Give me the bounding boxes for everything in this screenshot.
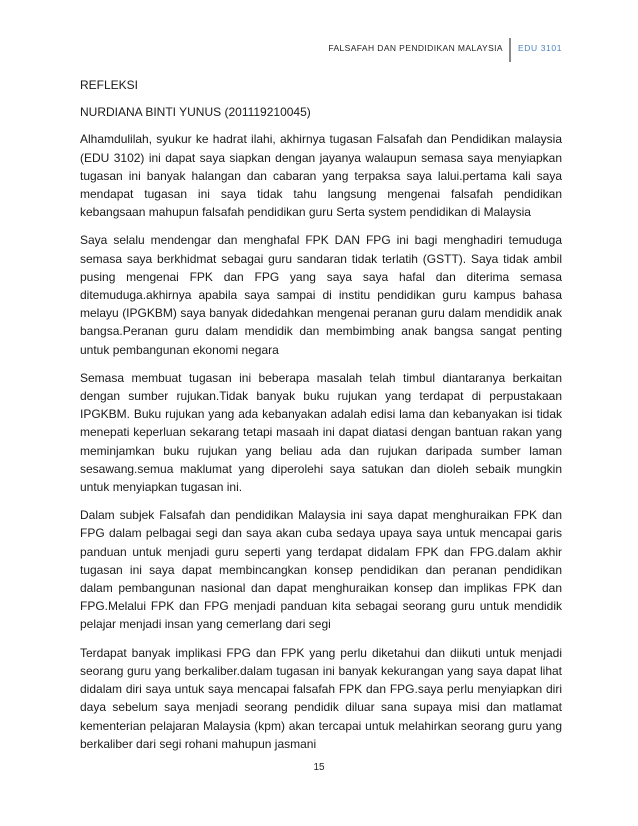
course-code: EDU 3101 [518, 43, 563, 53]
paragraph-5: Terdapat banyak implikasi FPG dan FPK yang perlu diketahui dan diikuti untuk menjadi seorang guru yang berkaliber.dalam tugasan ini banyak kekurangan yang saya dapat lihat didalam diri saya untuk saya mencapai falsafah FPK dan FPG.saya perlu menyiapkan diri daya sebelum saya menjadi seorang pendidik diluar sana supaya misi dan matlamat kementerian pelajaran Malaysia (kpm) akan tercapai untuk melahirkan seorang guru yang berkaliber dari segi rohani mahupun jasmani [80, 645, 562, 751]
paragraph-3: Semasa membuat tugasan ini beberapa masalah telah timbul diantaranya berkaitan dengan sumber rujukan.Tidak banyak buku rujukan yang terdapat di perpustakaan IPGKBM. Buku rujukan yang ada kebanyakan adalah edisi lama dan kebanyakan isi tidak menepati keperluan sekarang tetapi masaah ini dapat diatasi dengan bantuan rakan yang meminjamkan buku rujukan yang beliau ada dan rujukan daripada sumber laman sesawang.semua maklumat yang diperolehi saya satukan dan dioleh sebaik mungkin untuk menyiapkan tugasan ini. [80, 370, 562, 495]
section-heading: REFLEKSI [80, 78, 139, 92]
header-title: FALSAFAH DAN PENDIDIKAN MALAYSIA [328, 43, 503, 53]
author-line: NURDIANA BINTI YUNUS (201119210045) [80, 105, 311, 120]
page-number: 15 [313, 762, 325, 773]
header-divider [509, 38, 511, 62]
page-header [0, 38, 638, 62]
paragraph-4: Dalam subjek Falsafah dan pendidikan Malaysia ini saya dapat menghuraikan FPK dan FPG dalam pelbagai segi dan saya akan cuba sedaya upaya saya untuk mencapai garis panduan untuk menjadi guru seperti yang terdapat didalam FPK dan FPG.dalam akhir tugasan ini saya dapat membincangkan konsep pendidikan dan peranan pendidikan dalam pembangunan nasional dan dapat menghuraikan konsep dan implikas FPK dan FPG.Melalui FPK dan FPG menjadi panduan kita sebagai seorang guru untuk mendidik pelajar menjadi insan yang cemerlang dari segi [80, 508, 562, 632]
paragraph-2: Saya selalu mendengar dan menghafal FPK DAN FPG ini bagi menghadiri temuduga semasa saya berkhidmat sebagai guru sandaran tidak terlatih (GSTT). Saya tidak ambil pusing mengenai FPK dan FPG yang saya saya hafal dan diterima semasa ditemuduga.akhirnya apabila saya sampai di institu pendidikan guru kampus bahasa melayu (IPGKBM) saya banyak didedahkan mengenai peranan guru dalam mendidik anak bangsa.Peranan guru dalam mendidik dan membimbing anak bangsa sangat penting untuk pembangunan ekonomi negara [80, 233, 562, 357]
document-body [80, 76, 562, 763]
paragraph-1: Alhamdulilah, syukur ke hadrat ilahi, akhirnya tugasan Falsafah dan Pendidikan malaysia (EDU 3102) ini dapat saya siapkan dengan jayanya walaupun semasa saya menyiapkan tugasan ini banyak halangan dan cabaran yang terpaksa saya lalui.pertama kali saya mendapat tugasan ini saya tidak tahu langsung mengenai falsafah pendidikan kebangsaan mahupun falsafah pendidikan guru Serta system pendidikan di Malaysia [80, 132, 562, 220]
